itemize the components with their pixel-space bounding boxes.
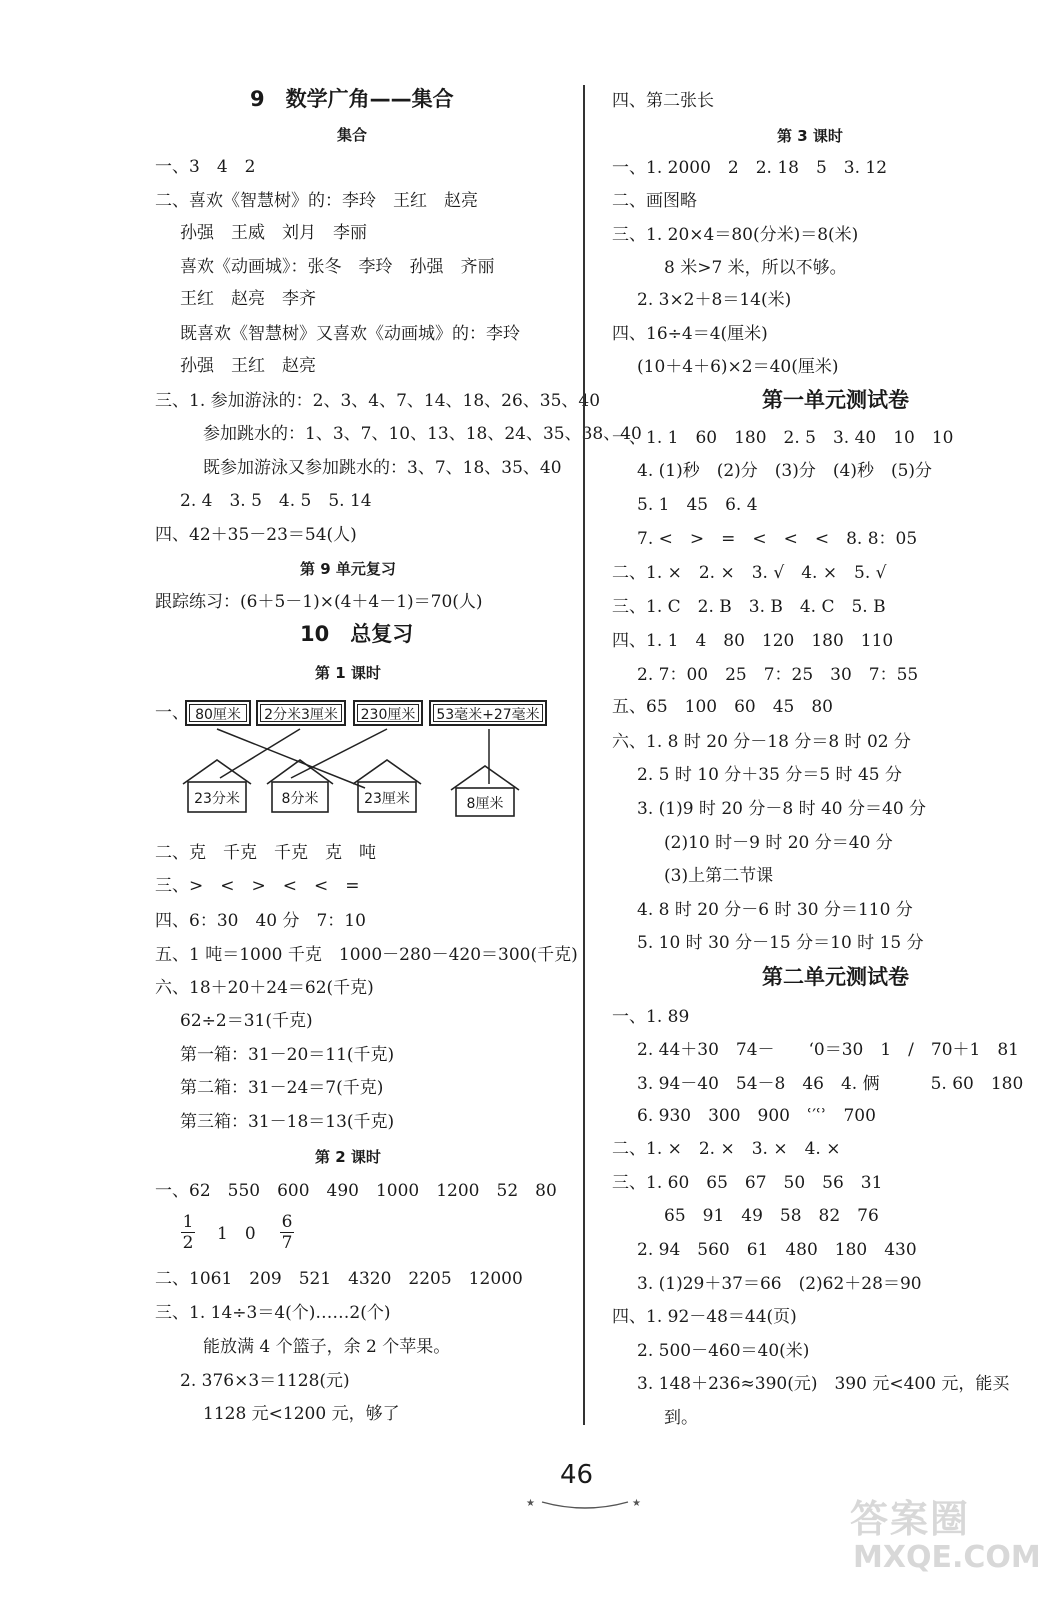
house-label: 8厘米 xyxy=(466,796,504,812)
answer-line: 二、1061 209 521 4320 2205 12000 xyxy=(155,1269,523,1289)
subsection-title: 第 9 单元复习 xyxy=(300,560,396,578)
answer-line: 四、1. 1 4 80 120 180 110 xyxy=(612,631,894,651)
fraction xyxy=(181,1212,195,1253)
answer-line: 3. (1)29＋37＝66 (2)62＋28＝90 xyxy=(637,1274,922,1294)
answer-values: 1 0 xyxy=(217,1224,256,1244)
answer-line: 五、65 100 60 45 80 xyxy=(612,697,833,717)
answer-line: 跟踪练习：(6＋5－1)×(4＋4－1)＝70(人) xyxy=(155,592,483,612)
length-box: 80厘米 xyxy=(185,700,251,726)
answer-line: 六、1. 8 时 20 分－18 分＝8 时 02 分 xyxy=(612,732,911,752)
answer-line: 2. 376×3＝1128(元) xyxy=(180,1371,350,1391)
answer-line: 五、1 吨＝1000 千克 1000－280－420＝300(千克) xyxy=(155,945,578,965)
answer-line: 喜欢《动画城》：张冬 李玲 孙强 齐丽 xyxy=(180,257,495,277)
answer-line: 2. 4 3. 5 4. 5 5. 14 xyxy=(180,491,372,511)
answer-line: 四、1. 92－48＝44(页) xyxy=(612,1307,797,1327)
answer-line: 王红 赵亮 李齐 xyxy=(180,289,316,309)
subsection-title: 第 3 课时 xyxy=(777,127,843,145)
answer-line: 3. 148＋236≈390(元) 390 元<400 元，能买 xyxy=(637,1374,1010,1394)
length-box: 230厘米 xyxy=(353,700,423,726)
answer-line: 四、42＋35－23＝54(人) xyxy=(155,525,357,545)
answer-line: 7. < > = < < < 8. 8：05 xyxy=(637,529,918,549)
answer-line: 6. 930 300 900 ʿ′ʿʾ 700 xyxy=(637,1106,876,1126)
answer-line: 到。 xyxy=(664,1408,698,1428)
answer-line: 5. 10 时 30 分－15 分＝10 时 15 分 xyxy=(637,933,924,953)
watermark-url-text: MXQE.COM xyxy=(853,1540,1041,1575)
question-prefix: 一、 xyxy=(155,703,189,723)
answer-line: 2. 44＋30 74－ ‘0＝30 1 / 70＋1 81 xyxy=(637,1040,1019,1060)
answer-line: 一、3 4 2 xyxy=(155,157,256,177)
answer-line: 三、1. 参加游泳的：2、3、4、7、14、18、26、35、40 xyxy=(155,391,601,411)
answer-line: 六、18＋20＋24＝62(千克) xyxy=(155,978,374,998)
answer-line: 8 米>7 米，所以不够。 xyxy=(664,258,847,278)
fraction-denominator: 2 xyxy=(182,1233,194,1253)
test-title: 第二单元测试卷 xyxy=(762,965,909,989)
answer-line: 2. 3×2＋8＝14(米) xyxy=(637,290,792,310)
subsection-title: 集合 xyxy=(337,126,368,144)
answer-line: 4. (1)秒 (2)分 (3)分 (4)秒 (5)分 xyxy=(637,461,933,481)
test-title: 第一单元测试卷 xyxy=(762,388,909,412)
length-box: 2分米3厘米 xyxy=(256,700,346,726)
answer-line: 三、1. 14÷3＝4(个)……2(个) xyxy=(155,1303,391,1323)
length-box: 53毫米+27毫米 xyxy=(429,700,547,726)
answer-line: 一、1. 1 60 180 2. 5 3. 40 10 10 xyxy=(612,428,954,448)
answer-line: 3. 94－40 54－8 46 4. 俩 5. 60 180 xyxy=(637,1074,1024,1094)
answer-line: 四、6：30 40 分 7：10 xyxy=(155,911,366,931)
answer-line: 能放满 4 个篮子，余 2 个苹果。 xyxy=(203,1337,451,1357)
answer-line: 既喜欢《智慧树》又喜欢《动画城》的：李玲 xyxy=(180,324,520,344)
answer-line: 三、1. C 2. B 3. B 4. C 5. B xyxy=(612,597,886,617)
fraction xyxy=(280,1212,294,1253)
answer-line: 2. 94 560 61 480 180 430 xyxy=(637,1240,917,1260)
answer-line: 4. 8 时 20 分－6 时 30 分＝110 分 xyxy=(637,900,913,920)
answer-line: (2)10 时－9 时 20 分＝40 分 xyxy=(664,833,893,853)
answer-line: 第二箱：31－24＝7(千克) xyxy=(180,1078,384,1098)
answer-line: 2. 500－460＝40(米) xyxy=(637,1341,810,1361)
house-label: 23分米 xyxy=(194,791,240,807)
watermark xyxy=(845,1488,1041,1588)
answer-line: 3. (1)9 时 20 分－8 时 40 分＝40 分 xyxy=(637,799,927,819)
answer-line: 孙强 王红 赵亮 xyxy=(180,356,316,376)
answer-line: 二、1. × 2. × 3. √ 4. × 5. √ xyxy=(612,563,887,583)
answer-line: 二、克 千克 千克 克 吨 xyxy=(155,843,376,863)
answer-line: 5. 1 45 6. 4 xyxy=(637,495,758,515)
page-number: 46 xyxy=(560,1460,594,1490)
star-icon: ★ xyxy=(632,1498,641,1509)
fraction-denominator: 7 xyxy=(281,1233,293,1253)
star-icon: ★ xyxy=(526,1498,535,1509)
column-divider xyxy=(583,85,585,1425)
section-title-9: 9 数学广角——集合 xyxy=(250,87,454,111)
fraction-numerator: 1 xyxy=(182,1212,194,1232)
answer-line: 1128 元<1200 元，够了 xyxy=(203,1404,400,1424)
answer-line: 一、1. 2000 2 2. 18 5 3. 12 xyxy=(612,158,888,178)
house-label: 8分米 xyxy=(281,791,319,807)
answer-line: 2. 7：00 25 7：25 30 7：55 xyxy=(637,665,919,685)
house-label: 23厘米 xyxy=(364,791,410,807)
answer-line: 三、1. 60 65 67 50 56 31 xyxy=(612,1173,883,1193)
answer-line: (10＋4＋6)×2＝40(厘米) xyxy=(637,357,839,377)
matching-lines xyxy=(155,726,565,846)
answer-line: 既参加游泳又参加跳水的：3、7、18、35、40 xyxy=(203,458,562,478)
answer-line: 三、> < > < < = xyxy=(155,876,360,896)
subsection-title: 第 1 课时 xyxy=(315,664,381,682)
answer-line: 二、1. × 2. × 3. × 4. × xyxy=(612,1139,841,1159)
answer-line: 四、第二张长 xyxy=(612,91,714,111)
page-ornament xyxy=(520,1492,650,1514)
match-line xyxy=(217,729,365,788)
answer-line: (3)上第二节课 xyxy=(664,866,774,886)
answer-line: 一、62 550 600 490 1000 1200 52 80 xyxy=(155,1181,557,1201)
answer-line: 参加跳水的：1、3、7、10、13、18、24、35、38、40 xyxy=(203,424,642,444)
answer-line: 一、1. 89 xyxy=(612,1007,690,1027)
answer-line: 四、16÷4＝4(厘米) xyxy=(612,324,768,344)
answer-line: 三、1. 20×4＝80(分米)＝8(米) xyxy=(612,225,859,245)
section-title-10: 10 总复习 xyxy=(300,622,414,646)
answer-line: 62÷2＝31(千克) xyxy=(180,1011,313,1031)
ornament-curve xyxy=(542,1502,628,1508)
answer-line: 二、喜欢《智慧树》的：李玲 王红 赵亮 xyxy=(155,191,478,211)
fraction-numerator: 6 xyxy=(281,1212,293,1232)
answer-line: 2. 5 时 10 分＋35 分＝5 时 45 分 xyxy=(637,765,902,785)
subsection-title: 第 2 课时 xyxy=(315,1148,381,1166)
answer-line: 65 91 49 58 82 76 xyxy=(664,1206,879,1226)
answer-line: 孙强 王威 刘月 李丽 xyxy=(180,223,367,243)
answer-line: 第一箱：31－20＝11(千克) xyxy=(180,1045,395,1065)
answer-line: 第三箱：31－18＝13(千克) xyxy=(180,1112,395,1132)
watermark-logo-text: 答案圈 xyxy=(850,1497,971,1541)
answer-line: 二、画图略 xyxy=(612,191,697,211)
